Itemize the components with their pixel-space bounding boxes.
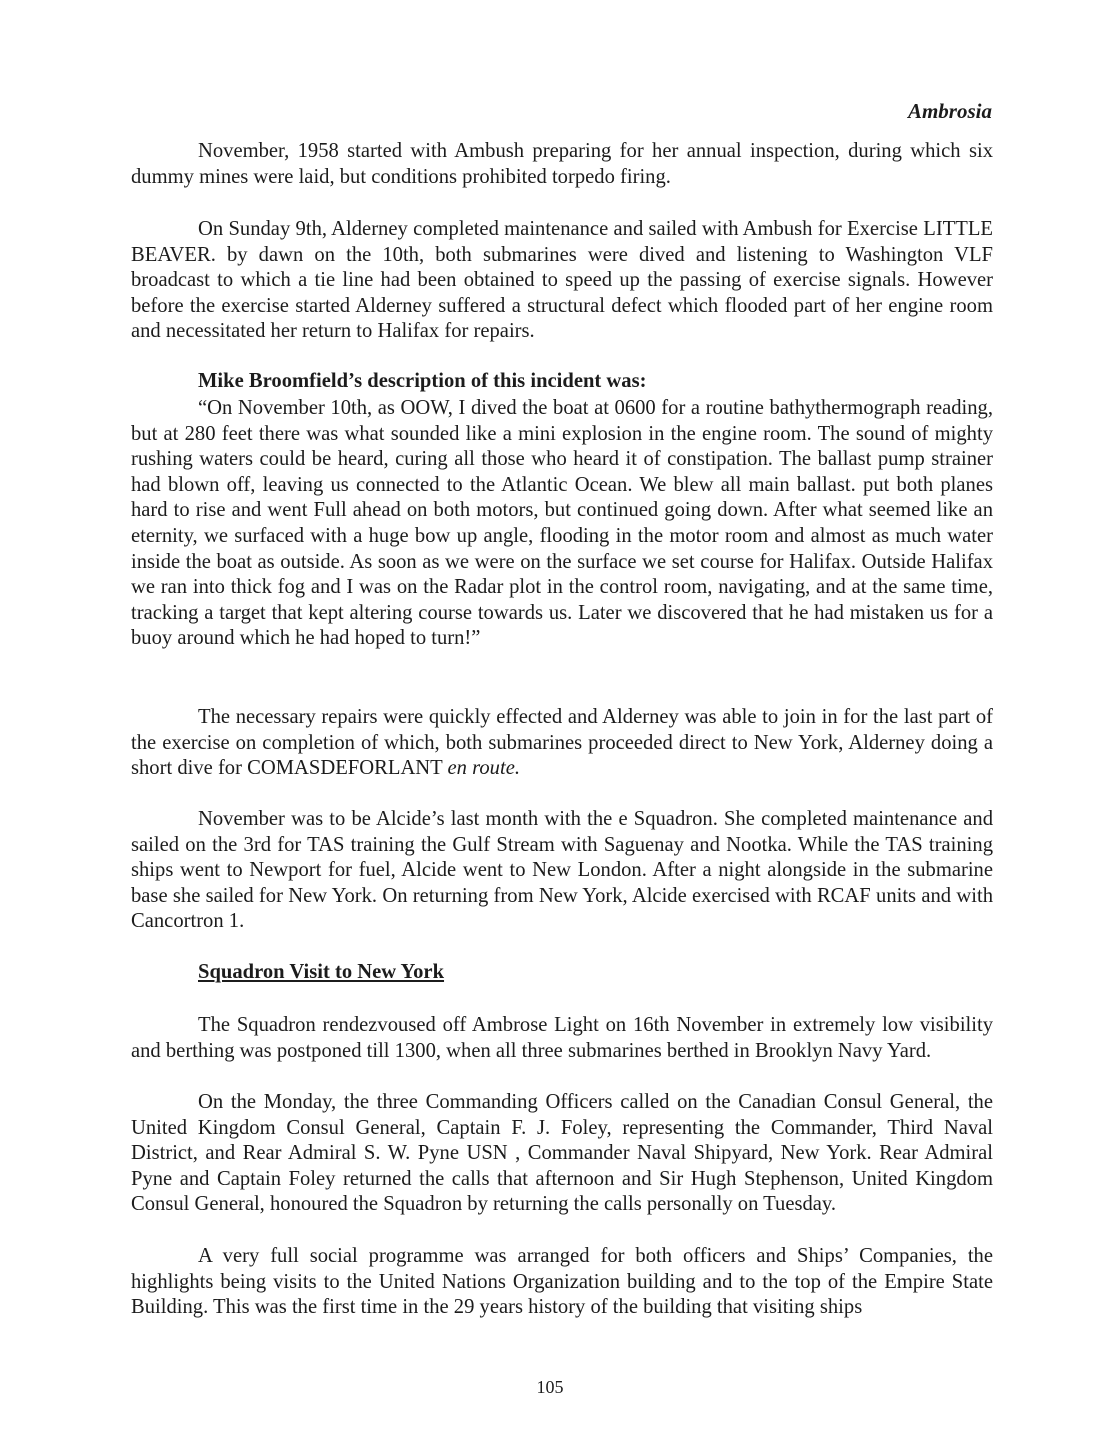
subheading-broomfield: Mike Broomfield’s description of this incident was:	[198, 370, 647, 392]
paragraph-repairs-italic: en route.	[447, 757, 520, 780]
paragraph-alcide: November was to be Alcide’s last month with the e Squadron. She completed maintenance and sailed on the 3rd for TAS training the Gulf Stream with Saguenay and Nootka. While the TAS training ships went to Newport for fuel, Alcide went to New London. After a night alongside in the submarine base she sailed for New York. On returning from New York, Alcide exercised with RCAF units and with Cancortron 1.	[131, 808, 993, 933]
page-number: 105	[536, 1377, 564, 1397]
paragraph-repairs	[131, 705, 993, 782]
running-header: Ambrosia	[907, 99, 992, 123]
quote-broomfield: “On November 10th, as OOW, I dived the boat at 0600 for a routine bathythermograph reading, but at 280 feet there was what sounded like a mini explosion in the engine room. The sound of mighty rushing waters could be heard, curing all those who heard it of constipation. The ballast pump strainer had blown off, leaving us connected to the Atlantic Ocean. We blew all main ballast. put both planes hard to rise and went Full ahead on both motors, but continued going down. After what seemed like an eternity, we surfaced with a huge bow up angle, flooding in the motor room and almost as much water inside the boat as outside. As soon as we were on the surface we set course for Halifax. Outside Halifax we ran into thick fog and I was on the Radar plot in the control room, navigating, and at the same time, tracking a target that kept altering course towards us. Later we discovered that he had mistaken us for a buoy around which he had hoped to turn!”	[131, 397, 993, 650]
paragraph-inspection: November, 1958 started with Ambush preparing for her annual inspection, during which six dummy mines were laid, but conditions prohibited torpedo firing.	[131, 140, 993, 188]
paragraph-repairs-text: The necessary repairs were quickly effected and Alderney was able to join in for the last part of the exercise on completion of which, both submarines proceeded direct to New York, Alderney doing a short dive for COMASDEFORLANT	[131, 706, 993, 780]
subheading-new-york: Squadron Visit to New York	[198, 961, 445, 983]
paragraph-social: A very full social programme was arranged for both officers and Ships’ Companies, the highlights being visits to the United Nations Organization building and to the top of the Empire State Building. This was the first time in the 29 years history of the building that visiting ships	[131, 1245, 993, 1319]
paragraph-rendezvous: The Squadron rendezvoused off Ambrose Light on 16th November in extremely low visibility and berthing was postponed till 1300, when all three submarines berthed in Brooklyn Navy Yard.	[131, 1014, 993, 1062]
paragraph-little-beaver: On Sunday 9th, Alderney completed maintenance and sailed with Ambush for Exercise LITTLE BEAVER. by dawn on the 10th, both submarines were dived and listening to Washington VLF broadcast to which a tie line had been obtained to speed up the passing of exercise signals. However before the exercise started Alderney suffered a structural defect which flooded part of her engine room and necessitated her return to Halifax for repairs.	[131, 218, 993, 343]
paragraph-calls: On the Monday, the three Commanding Officers called on the Canadian Consul General, the United Kingdom Consul General, Captain F. J. Foley, representing the Commander, Third Naval District, and Rear Admiral S. W. Pyne USN , Commander Naval Shipyard, New York. Rear Admiral Pyne and Captain Foley returned the calls that afternoon and Sir Hugh Stephenson, United Kingdom Consul General, honoured the Squadron by returning the calls personally on Tuesday.	[131, 1091, 993, 1216]
